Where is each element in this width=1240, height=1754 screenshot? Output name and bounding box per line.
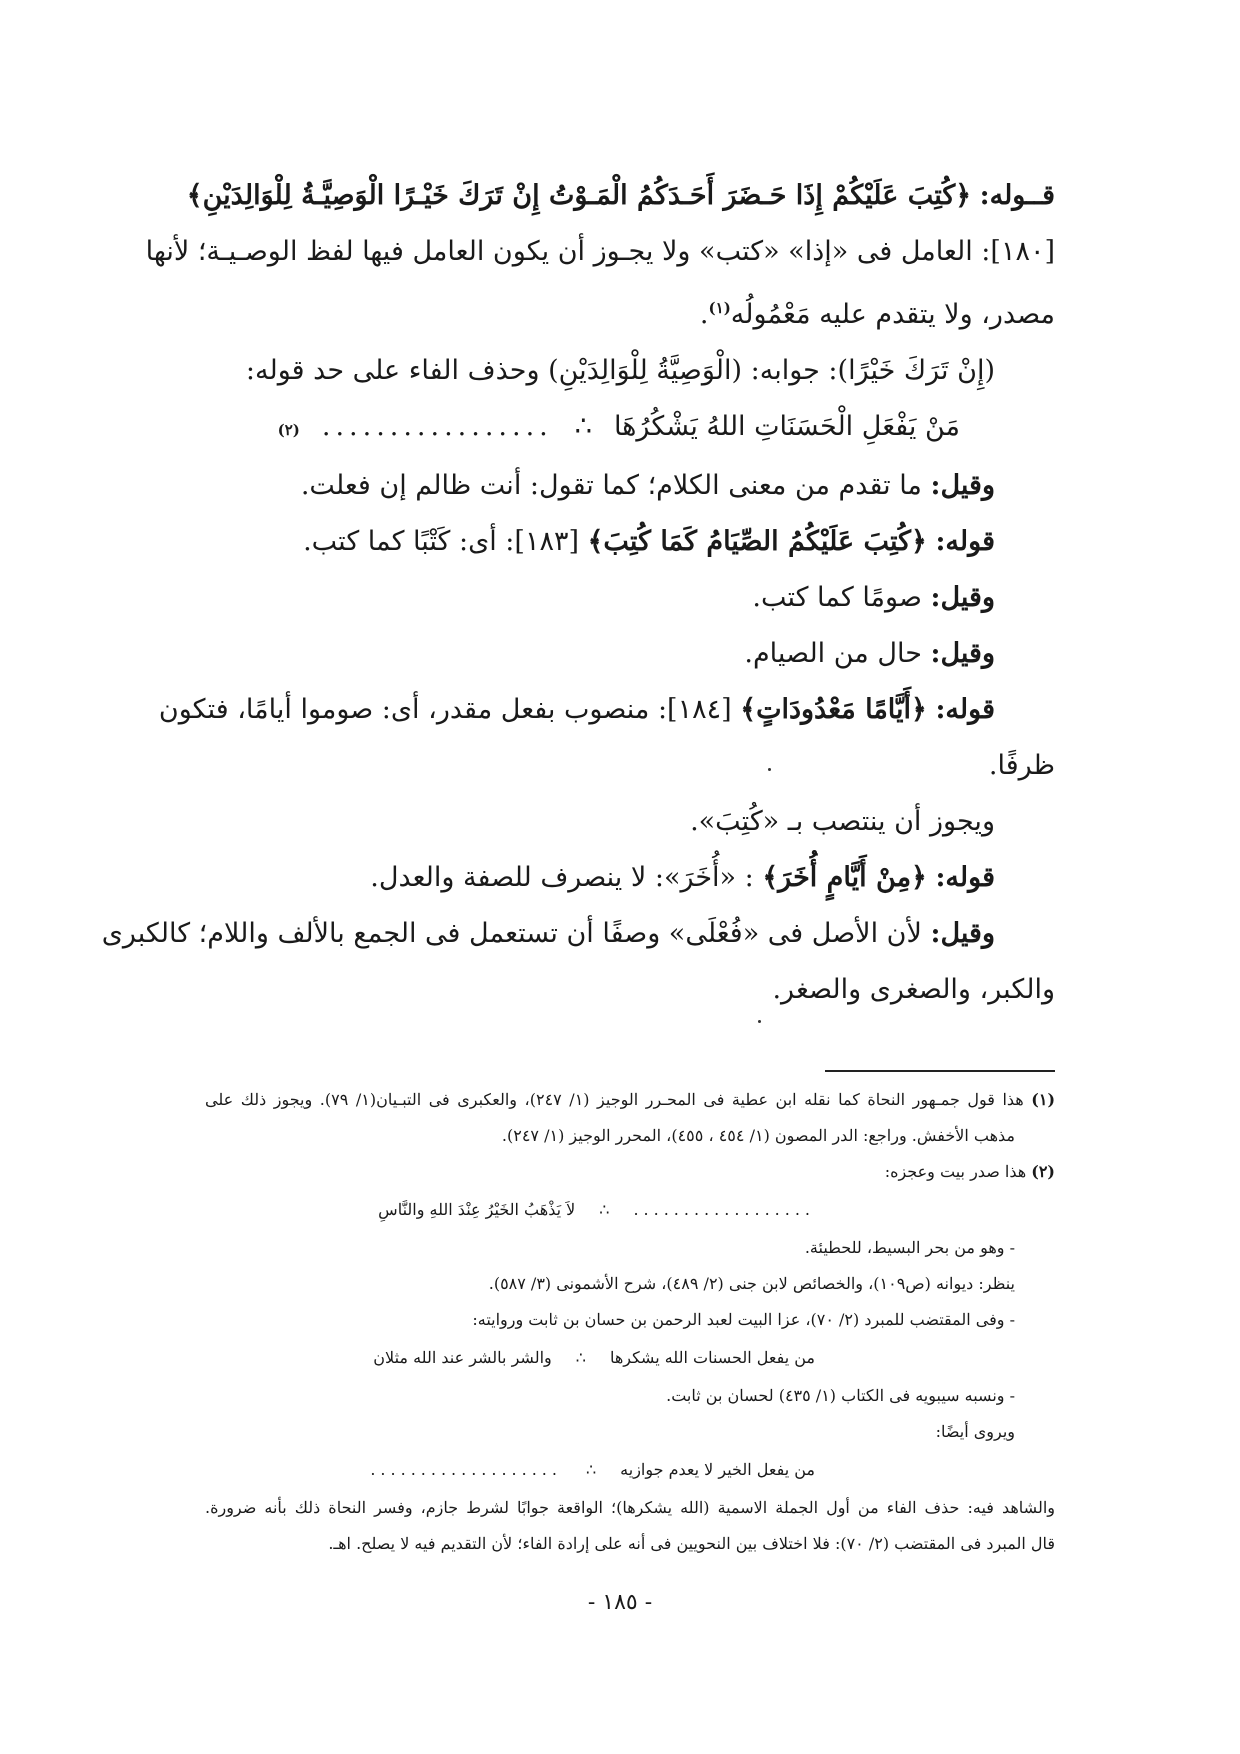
footnote-ref-2: (٢) <box>277 421 300 439</box>
verse-omitted-dots: ................... <box>370 1460 562 1479</box>
footnote-2-line-1 <box>205 1154 1055 1190</box>
poetry-verse-1 <box>205 399 1055 458</box>
label-qawluh: قوله: <box>935 694 995 725</box>
quran-verse: ﴿مِنْ أَيَّامٍ أُخَرَ﴾ <box>762 862 927 893</box>
main-line-8-text: صومًا كما كتب. <box>752 582 922 613</box>
main-line-14 <box>101 906 1055 962</box>
main-line-11: ظرفًا. <box>988 750 1055 781</box>
verse-separator: ∴ <box>599 1200 610 1219</box>
footnote-verse-1 <box>205 1190 1055 1230</box>
label-wa-qil: وقيل: <box>930 470 995 501</box>
main-line-9-text: حال من الصيام. <box>744 638 922 669</box>
footnote-ref-1: (١) <box>708 299 731 317</box>
main-line-2: [١٨٠]: العامل فى «إذا» «كتب» ولا يجـوز أن يكون العامل فيها لفظ الوصـيـة؛ لأنها <box>145 236 1055 267</box>
verse-second-hemistich: لاَ يَذْهَبُ الخَيْرُ عِنْدَ اللهِ والنَّاسِ <box>378 1200 576 1219</box>
scan-speck <box>758 1020 761 1023</box>
footnote-2-line-4: - وفى المقتضب للمبرد (٢/ ٧٠)، عزا البيت لعبد الرحمن بن حسان بن ثابت وروايته: <box>472 1310 1015 1329</box>
main-line-3-text: مصدر، ولا يتقدم عليه مَعْمُولُه <box>730 299 1055 330</box>
verse-first-hemistich: مَنْ يَفْعَلِ الْحَسَنَاتِ اللهُ يَشْكُرُهَا <box>613 411 960 442</box>
main-line-14-text: لأن الأصل فى «فُعْلَى» وصفًا أن تستعمل فى الجمع بالألف واللام؛ كالكبرى <box>101 918 922 949</box>
verse-separator: ∴ <box>575 1348 586 1367</box>
main-line-6-text: ما تقدم من معنى الكلام؛ كما تقول: أنت ظالم إن فعلت. <box>300 470 922 501</box>
footnote-2-text: هذا صدر بيت وعجزه: <box>884 1162 1027 1181</box>
page-number: - ١٨٥ - <box>587 1590 653 1615</box>
verse-first-hemistich: من يفعل الخير لا يعدم جوازيه <box>620 1460 815 1479</box>
main-line-6 <box>205 458 1055 514</box>
footnote-1-line-1 <box>205 1082 1055 1118</box>
footnote-2-line-7: والشاهد فيه: حذف الفاء من أول الجملة الاسمية (الله يشكرها)؛ الواقعة جوابًا لشرط جازم، وفسر النحاة ذلك بأنه ضرورة. <box>205 1498 1055 1517</box>
main-line-15: والكبر، والصغرى والصغر. <box>772 974 1055 1005</box>
main-line-7-text: [١٨٣]: أى: كَتْبًا كما كتب. <box>303 526 579 557</box>
verse-separator: ∴ <box>585 1460 597 1479</box>
footnote-2-line-8: قال المبرد فى المقتضب (٢/ ٧٠): فلا اختلاف بين النحويين فى أنه على إرادة الفاء؛ لأن التقديم فيه لا يصلح. اهـ. <box>328 1534 1055 1553</box>
main-line-4: (إِنْ تَرَكَ خَيْرًا): جوابه: (الْوَصِيَّةُ لِلْوَالِدَيْنِ) وحذف الفاء على حد قوله: <box>245 355 995 386</box>
verse-omitted-dots: .................. <box>633 1200 815 1219</box>
main-line-8 <box>205 570 1055 626</box>
quran-verse: ﴿أَيَّامًا مَعْدُودَاتٍ﴾ <box>740 694 927 725</box>
main-line-7 <box>205 514 1055 570</box>
main-line-13-text: : «أُخَرَ»: لا ينصرف للصفة والعدل. <box>370 862 754 893</box>
verse-second-hemistich: والشر بالشر عند الله مثلان <box>373 1348 552 1367</box>
footnote-separator <box>825 1070 1055 1072</box>
scan-speck <box>768 768 771 771</box>
main-line-13 <box>205 850 1055 906</box>
label-wa-qil: وقيل: <box>930 582 995 613</box>
label-qawluh: قوله: <box>935 526 995 557</box>
label-wa-qil: وقيل: <box>930 918 995 949</box>
footnote-2-number: (٢) <box>1031 1162 1055 1181</box>
verse-separator: ∴ <box>574 411 592 442</box>
quran-verse: ﴿كُتِبَ عَلَيْكُمُ الصِّيَامُ كَمَا كُتِبَ﴾ <box>587 526 927 557</box>
main-line-1 <box>186 168 1055 224</box>
verse-omitted-dots: ................. <box>321 411 553 442</box>
footnote-1-number: (١) <box>1031 1090 1056 1109</box>
footnote-2-line-2: - وهو من بحر البسيط، للحطيئة. <box>804 1238 1015 1257</box>
main-line-3-end: . <box>699 299 709 330</box>
footnote-verse-2 <box>205 1338 1055 1378</box>
footnotes <box>205 1082 1055 1562</box>
label-wa-qil: وقيل: <box>930 638 995 669</box>
main-text <box>101 168 1055 1018</box>
footnote-2-line-5: - ونسبه سيبويه فى الكتاب (١/ ٤٣٥) لحسان بن ثابت. <box>666 1386 1015 1405</box>
main-line-10-text: [١٨٤]: منصوب بفعل مقدر، أى: صوموا أيامًا، فتكون <box>158 694 732 725</box>
main-line-3 <box>205 280 1055 343</box>
main-line-10 <box>158 682 1055 738</box>
label-qawluh: قوله: <box>935 862 995 893</box>
footnote-2-line-3: ينظر: ديوانه (ص١٠٩)، والخصائص لابن جنى (٢/ ٤٨٩)، شرح الأشمونى (٣/ ٥٨٧). <box>488 1274 1015 1293</box>
footnote-2-line-6: ويروى أيضًا: <box>935 1422 1015 1441</box>
footnote-1-text: هذا قول جمـهور النحاة كما نقله ابن عطية فى المحـرر الوجيز (١/ ٢٤٧)، والعكبرى فى التبـيان(١/ ٧٩). ويجوز ذلك على <box>205 1090 1024 1109</box>
footnote-verse-3 <box>205 1450 1055 1490</box>
main-line-12: ويجوز أن ينتصب بـ «كُتِبَ». <box>690 806 995 837</box>
verse-first-hemistich: من يفعل الحسنات الله يشكرها <box>609 1348 815 1367</box>
label-qawluh: قــوله: <box>979 180 1055 211</box>
main-line-9 <box>205 626 1055 682</box>
quran-verse: ﴿كُتِبَ عَلَيْكُمْ إِذَا حَـضَرَ أَحَـدَكُمُ الْمَـوْتُ إِنْ تَرَكَ خَيْـرًا الْوَصِيَّـةُ لِلْوَالِدَيْنِ﴾ <box>186 180 972 211</box>
footnote-1-line-2: مذهب الأخفش. وراجع: الدر المصون (١/ ٤٥٤ ، ٤٥٥)، المحرر الوجيز (١/ ٢٤٧). <box>501 1126 1015 1145</box>
